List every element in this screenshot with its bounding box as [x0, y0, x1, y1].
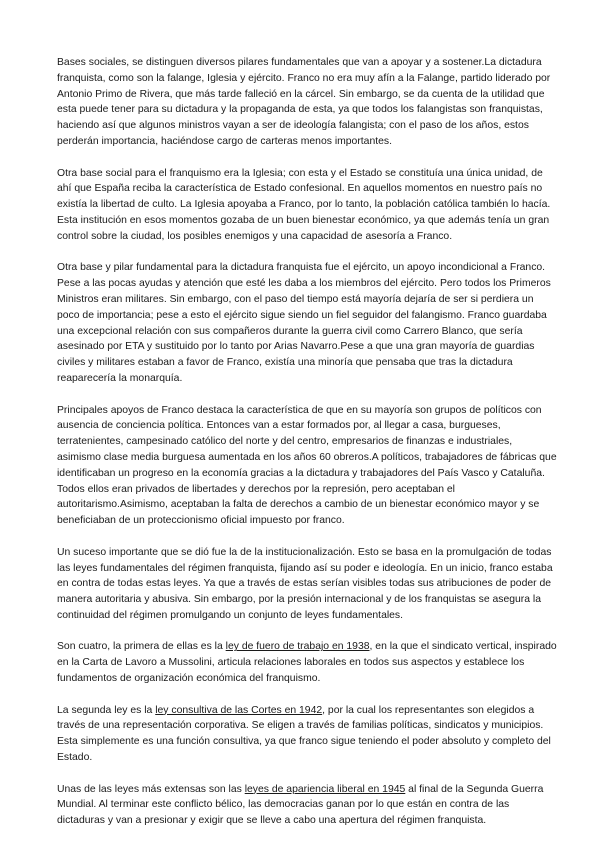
paragraph-iglesia: [57, 166, 557, 245]
paragraph-text: La segunda ley es la: [57, 704, 156, 716]
paragraph-text: Principales apoyos de Franco destaca la característica de que en su mayoría son grupos de políticos con ausencia de conciencia política. Entonces van a estar formados por, al llegar a casa, burgueses, terratenientes, campesinado católico del norte y del centro, empresarios de finanzas e industriales, asimismo clase media burguesa aumentada en los años 60 obreros.A políticos, trabajadores de fábricas que identificaban un progreso en la economía gracias a la dictadura y trabajadores del País Vasco y Cataluña. Todos ellos eran privados de libertades y derechos por la represión, pero aceptaban el autoritarismo.Asimismo, aceptaban la falta de derechos a cambio de un bienestar económico mayor y se beneficiaban de un proteccionismo oficial impuesto por franco.: [57, 404, 557, 527]
paragraph-ejercito: [57, 260, 557, 386]
paragraph-text: Unas de las leyes más extensas son las: [57, 783, 245, 795]
paragraph-text: Bases sociales, se distinguen diversos pilares fundamentales que van a apoyar y a sostener.La dictadura franquista, como son la falange, Iglesia y ejército. Franco no era muy afín a la Falange, partido liderado por Antonio Primo de Rivera, que más tarde falleció en la cárcel. Sin embargo, se da cuenta de la utilidad que esta puede tener para su dictadura y la propaganda de esta, ya que todos los falangistas son franquistas, haciendo así que algunos ministros vayan a ser de ideología falangista; con el paso de los años, estos perderán importancia, haciéndose cargo de carteras menos importantes.: [57, 57, 551, 147]
document-page: [57, 55, 557, 845]
paragraph-text: al final de la Segunda Guerra Mundial. Al terminar este conflicto bélico, las democracias ganan por lo que están en contra de las dictaduras y van a presionar y exigir que se lleve a cabo una apertura del régimen franquista.: [57, 783, 544, 827]
paragraph-text: Otra base y pilar fundamental para la dictadura franquista fue el ejército, un apoyo incondicional a Franco. Pese a las pocas ayudas y atención que esté les daba a los miembros del ejército. Pero todos los Primeros Ministros eran militares. Sin embargo, con el paso del tiempo está mayoría dejaría de ser si perdiera un poco de importancia; pese a esto el ejército sigue siendo un fiel seguidor del falangismo. Franco guardaba una excepcional relación con sus compañeros durante la guerra civil como Carrero Blanco, que sería asesinado por ETA y sustituido por lo tanto por Arias Navarro.Pese a que una gran mayoría de guardias civiles y militares estaban a favor de Franco, existía una minoría que pensaba que tras la dictadura reaparecería la monarquía.: [57, 262, 551, 384]
link-fuero-trabajo[interactable]: ley de fuero de trabajo en 1938: [225, 641, 370, 653]
paragraph-leyes-liberales: [57, 782, 557, 829]
paragraph-apoyos: [57, 403, 557, 529]
paragraph-ley-cortes: [57, 703, 557, 766]
paragraph-text: Son cuatro, la primera de ellas es la: [57, 641, 226, 653]
paragraph-text: Un suceso importante que se dió fue la de la institucionalización. Esto se basa en la promulgación de todas las leyes fundamentales del régimen franquista, fijando así su poder e ideología. En un inicio, franco estaba en contra de todas estas leyes. Ya que a través de estas serían visibles todas sus atribuciones de poder de manera autoritaria y abusiva. Sin embargo, por la presión internacional y de los franquistas se asegura la continuidad del régimen promulgando un conjunto de leyes fundamentales.: [57, 546, 553, 621]
paragraph-fuero-trabajo: [57, 639, 557, 686]
link-ley-cortes[interactable]: ley consultiva de las Cortes en 1942: [155, 704, 323, 716]
paragraph-text: , por la cual los representantes son elegidos a través de una representación corporativa. Se eligen a través de familias políticas, sindicatos y municipios. Esta simplemente es una función consultiva, ya que franco sigue teniendo el poder absoluto y completo del Estado.: [57, 704, 551, 764]
paragraph-text: , en la que el sindicato vertical, inspirado en la Carta de Lavoro a Mussolini, articula relaciones laborales en todos sus aspectos y establece los fundamentos de organización económica del franquismo.: [57, 641, 557, 685]
link-leyes-liberales[interactable]: leyes de apariencia liberal en 1945: [244, 783, 406, 795]
paragraph-bases-sociales: [57, 55, 557, 150]
paragraph-text: Otra base social para el franquismo era la Iglesia; con esta y el Estado se constituía una única unidad, de ahí que España reciba la característica de Estado confesional. En aquellos momentos en nuestro país no existía la libertad de culto. La Iglesia apoyaba a Franco, por lo tanto, la población católica también lo hacía. Esta institución en esos momentos gozaba de un buen bienestar económico, ya que además tenía un gran control sobre la ciudad, los posibles enemigos y una capacidad de asesoría a Franco.: [57, 167, 551, 242]
paragraph-institucionalizacion: [57, 545, 557, 624]
